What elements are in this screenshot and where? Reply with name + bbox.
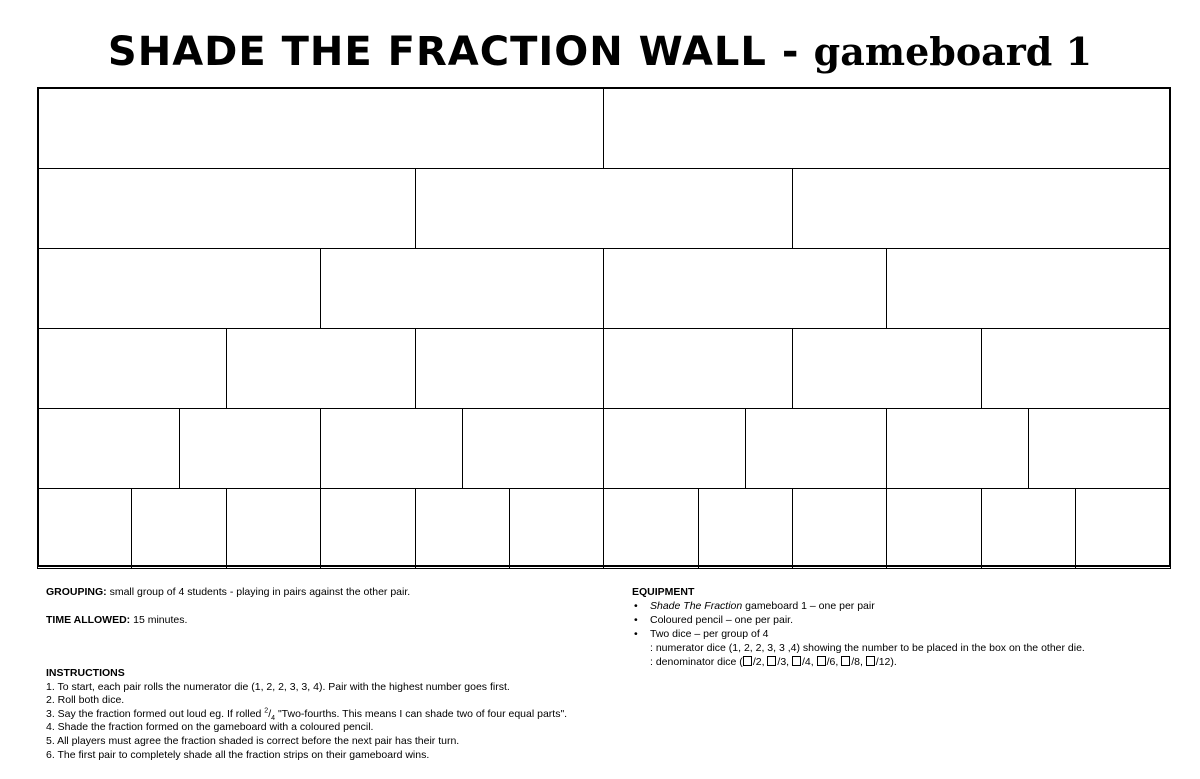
- fraction-cell[interactable]: [37, 167, 416, 249]
- instruction-step-2: 2. Roll both dice.: [46, 694, 125, 707]
- fraction-row-3: [37, 167, 1171, 247]
- grouping-label: GROUPING:: [46, 586, 107, 598]
- title-main: SHADE THE FRACTION WALL -: [107, 29, 800, 75]
- instructions-section: [46, 667, 946, 762]
- fraction-cell[interactable]: [981, 487, 1077, 569]
- fraction-wall: [37, 87, 1171, 567]
- equipment-section: [632, 585, 1192, 669]
- fraction-cell[interactable]: [509, 487, 605, 569]
- fraction-cell[interactable]: [698, 487, 794, 569]
- fraction-cell[interactable]: [603, 407, 746, 489]
- fraction-cell[interactable]: [320, 407, 463, 489]
- box-icon: [792, 656, 801, 666]
- fraction-cell[interactable]: [1028, 407, 1171, 489]
- box-icon: [767, 656, 776, 666]
- time-label: TIME ALLOWED:: [46, 614, 131, 626]
- grouping-and-time: [46, 585, 606, 627]
- fraction-cell[interactable]: [37, 487, 133, 569]
- instruction-step-3: 3. Say the fraction formed out loud eg. If rolled $^2/_4$ "Two-fourths. This means I can shade two of four equal parts".: [46, 707, 568, 722]
- fraction-cell[interactable]: [981, 327, 1171, 409]
- fraction-cell[interactable]: [226, 327, 416, 409]
- fraction-cell[interactable]: [603, 327, 793, 409]
- grouping-line: [46, 585, 606, 599]
- equipment-list: [632, 599, 1192, 641]
- fraction-row-2: [37, 87, 1171, 167]
- instruction-step-5: 5. All players must agree the fraction shaded is correct before the next pair has their turn.: [46, 734, 460, 747]
- fraction-cell[interactable]: [37, 87, 605, 169]
- equipment-item-pencil: • Coloured pencil – one per pair.: [632, 613, 1192, 627]
- fraction-cell[interactable]: [320, 487, 416, 569]
- time-line: [46, 613, 606, 627]
- fraction-cell[interactable]: [886, 487, 982, 569]
- page-title: [0, 28, 1200, 76]
- fraction-row-6: [37, 327, 1171, 407]
- fraction-cell[interactable]: [1075, 487, 1171, 569]
- instruction-step-4: 4. Shade the fraction formed on the gameboard with a coloured pencil.: [46, 721, 374, 734]
- fraction-cell[interactable]: [886, 407, 1029, 489]
- instruction-step-1: 1. To start, each pair rolls the numerator die (1, 2, 2, 3, 3, 4). Pair with the highest number goes first.: [46, 680, 510, 693]
- box-icon: [866, 656, 875, 666]
- numerator-dice-line: : numerator dice (1, 2, 2, 3, 3 ,4) showing the number to be placed in the box on the other die.: [650, 642, 1085, 654]
- fraction-cell[interactable]: [131, 487, 227, 569]
- fraction-row-4: [37, 247, 1171, 327]
- fraction-cell[interactable]: [37, 327, 227, 409]
- equipment-item-dice: • Two dice – per group of 4: [632, 627, 1192, 641]
- fraction-cell[interactable]: [415, 487, 511, 569]
- denominator-dice-line: : denominator dice ( /2, /3, /4, /6, /8, /12).: [650, 656, 897, 668]
- equipment-heading: EQUIPMENT: [632, 586, 695, 598]
- fraction-cell[interactable]: [179, 407, 322, 489]
- fraction-cell[interactable]: [745, 407, 888, 489]
- box-icon: [841, 656, 850, 666]
- fraction-cell[interactable]: [462, 407, 605, 489]
- fraction-cell[interactable]: [792, 327, 982, 409]
- fraction-cell[interactable]: [792, 487, 888, 569]
- box-icon: [817, 656, 826, 666]
- instructions-heading: INSTRUCTIONS: [46, 667, 125, 679]
- instruction-step-6: 6. The first pair to completely shade all the fraction strips on their gameboard wins.: [46, 748, 430, 761]
- box-icon: [743, 656, 752, 666]
- fraction-cell[interactable]: [603, 487, 699, 569]
- fraction-row-8: [37, 407, 1171, 487]
- fraction-cell[interactable]: [415, 327, 605, 409]
- title-sub: gameboard 1: [813, 29, 1093, 74]
- grouping-text: small group of 4 students - playing in pairs against the other pair.: [106, 586, 411, 598]
- fraction-cell[interactable]: [37, 247, 322, 329]
- fraction-cell[interactable]: [886, 247, 1171, 329]
- fraction-cell[interactable]: [37, 407, 180, 489]
- equipment-item-gameboard: • Shade The Fraction gameboard 1 – one per pair: [632, 599, 1192, 613]
- fraction-cell[interactable]: [320, 247, 605, 329]
- fraction-cell[interactable]: [603, 247, 888, 329]
- fraction-cell[interactable]: [226, 487, 322, 569]
- fraction-row-12: [37, 487, 1171, 567]
- time-text: 15 minutes.: [130, 614, 188, 626]
- fraction-cell[interactable]: [415, 167, 794, 249]
- fraction-cell[interactable]: [792, 167, 1171, 249]
- fraction-cell[interactable]: [603, 87, 1171, 169]
